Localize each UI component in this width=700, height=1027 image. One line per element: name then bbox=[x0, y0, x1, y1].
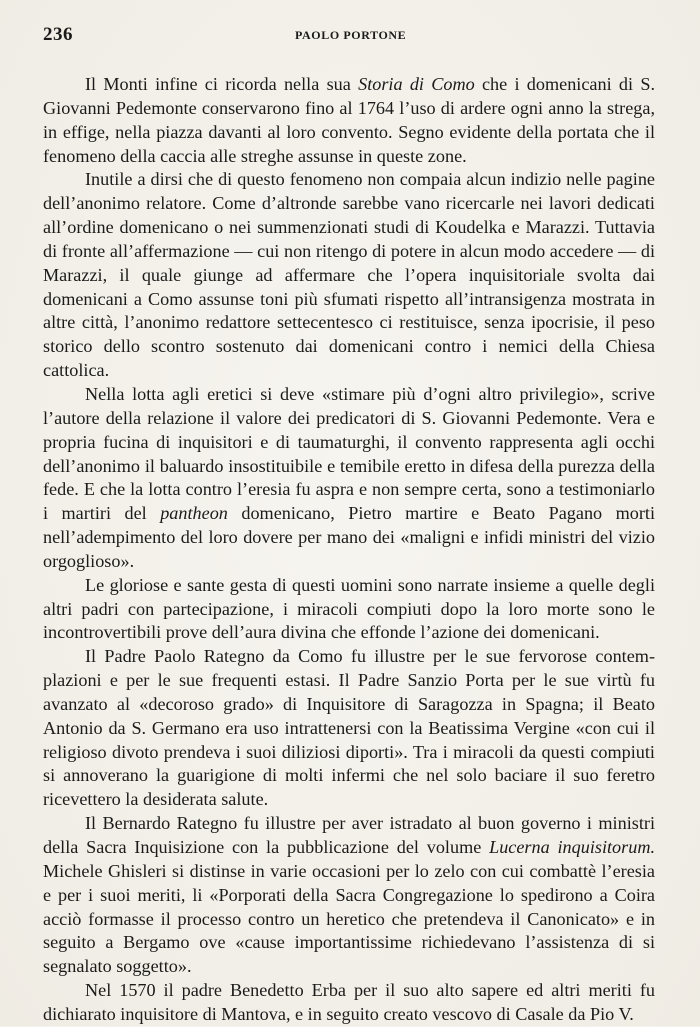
paragraph-6 bbox=[43, 812, 655, 979]
paragraph-2 bbox=[43, 168, 655, 383]
page-number: 236 bbox=[43, 24, 73, 45]
book-title-lucerna-inquisitorum: Lucerna inquisitorum. bbox=[489, 837, 655, 857]
paragraph-6-text-1: Il Bernardo Rategno fu illustre per aver istradato al buon governo i ministri della Sacra Inquisizione con la pubblicazione del volume bbox=[43, 813, 655, 857]
running-head: PAOLO PORTONE bbox=[295, 28, 407, 42]
paragraph-7 bbox=[43, 979, 655, 1027]
paragraph-1-text-2: che i domenicani di S. Giovanni Pedemonte conservarono fino al 1764 l’uso di ardere ogni anno la strega, in effige, nella piazza davanti al loro convento. Segno evidente della portata che il fenomeno della caccia alle streghe assunse in queste zone. bbox=[43, 74, 655, 166]
page-header bbox=[43, 24, 660, 48]
paragraph-1-text-1: Il Monti infine ci ricorda nella sua bbox=[85, 74, 359, 94]
paragraph-3-text-1: Nella lotta agli eretici si deve «stimare più d’ogni altro privilegio», scrive l’autore della relazione il valore dei predicatori di S. Giovanni Pedemonte. Vera e propria fucina di inquisitori e di taumaturghi, il convento rappresenta agli occhi dell’anonimo il baluardo insostituibile e temibile eretto in difesa della purezza della fede. E che la lotta contro l’eresia fu aspra e non sempre certa, sono a testimoniarlo i martiri del bbox=[43, 383, 655, 524]
italic-term-pantheon: pantheon bbox=[160, 503, 228, 524]
body-text bbox=[43, 73, 655, 1027]
book-title-storia-di-como: Storia di Como bbox=[358, 74, 475, 94]
paragraph-3-text-2: domenicano, Pietro martire e Beato Pagano morti nell’adempimento del loro dovere per mano dei «maligni e infidi ministri del vizio orgoglioso». bbox=[43, 503, 656, 571]
paragraph-4-text: Le gloriose e sante gesta di questi uomini sono narrate insieme a quelle degli altri padri con partecipazione, i miracoli compiuti dopo la loro morte sono le incontrovertibili prove dell’aura divina che effonde l’azione dei domenicani. bbox=[43, 574, 655, 643]
paragraph-2-text: Inutile a dirsi che di questo fenomeno non compaia alcun indizio nelle pagine dell’anonimo relatore. Come d’altronde sarebbe vano ricercarle nei lavori dedicati all’ordine domenicano o nei summenzionati studi di Koudelka e Marazzi. Tuttavia di fronte all’affermazione — cui non ritengo di potere in alcun modo accedere — di Marazzi, il quale giunge ad affermare che l’opera inquisitoriale svolta dai domenicani a Como assunse toni più sfumati rispetto all’intransigenza mostrata in altre città, l’anonimo redattore settecentesco ci restituisce, senza ipocrisie, il peso storico dello scontro sostenuto dai domenicani contro i nemici della Chiesa cattolica. bbox=[43, 169, 655, 381]
paragraph-1 bbox=[43, 73, 655, 168]
paragraph-5-text: Il Padre Paolo Rategno da Como fu illustre per le sue fervorose contemplazioni e per le sue frequenti estasi. Il Padre Sanzio Porta per le sue virtù fu avanzato al «decoroso grado» di Inquisitore di Saragozza in Spagna; il Beato Antonio da S. Germano era uso intrattenersi con la Beatissima Vergine «con cui il religioso divoto prendeva i suoi diliziosi diporti». Tra i miracoli da questi compiuti si annoverano la guarigione di molti infermi che nel solo baciare il suo feretro ricevettero la desiderata salute. bbox=[43, 646, 655, 810]
paragraph-4 bbox=[43, 574, 655, 646]
paragraph-3 bbox=[43, 383, 655, 574]
paragraph-5 bbox=[43, 645, 655, 812]
paragraph-6-text-2: Michele Ghisleri si distinse in varie occasioni per lo zelo con cui combattè l’eresia e per i suoi meriti, li «Porporati della Sacra Congregazione lo spedirono a Coira acciò formasse il processo contro un heretico che pretendeva il Canonicato» e in seguito a Bergamo ove «cause importantissime richiedevano l’assistenza di si segnalato soggetto». bbox=[43, 860, 655, 977]
paragraph-7-text: Nel 1570 il padre Benedetto Erba per il suo alto sapere ed altri meriti fu dichiarato inquisitore di Mantova, e in seguito creato vescovo di Casale da Pio V. bbox=[43, 980, 655, 1024]
